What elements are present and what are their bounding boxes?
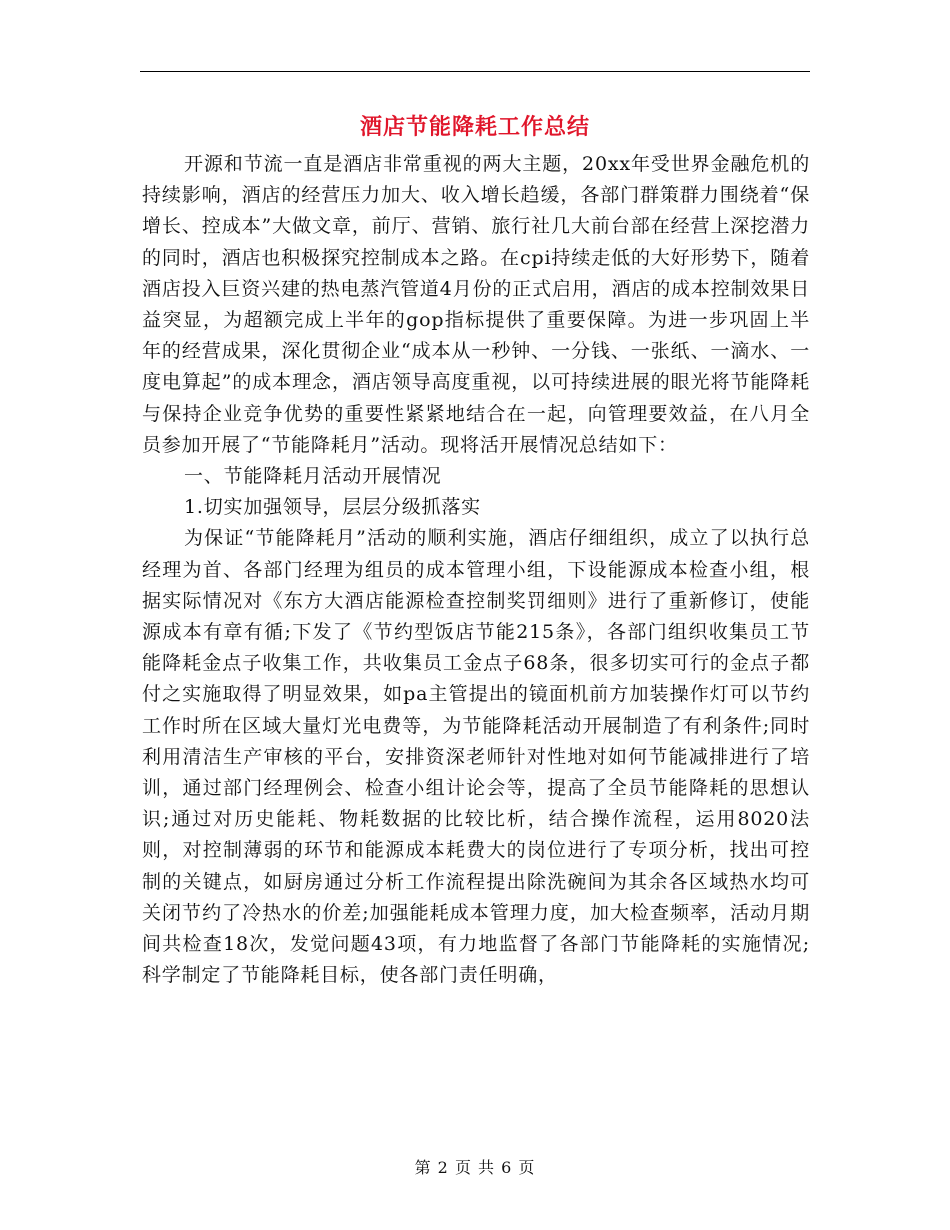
document-title: 酒店节能降耗工作总结 (359, 114, 590, 140)
subsection-heading: 1.切实加强领导，层层分级抓落实 (184, 496, 481, 519)
intro-paragraph: 开源和节流一直是酒店非常重视的两大主题，20xx年受世界金融危机的持续影响，酒店的经营压力加大、收入增长趋缓，各部门群策群力围绕着“保增长、控成本”大做文章，前厅、营销、旅行社几大前台部在经营上深挖潜力的同时，酒店也积极探究控制成本之路。在cpi持续走低的大好形势下，随着酒店投入巨资兴建的热电蒸汽管道4月份的正式启用，酒店的成本控制效果日益突显，为超额完成上半年的gop指标提供了重要保障。为进一步巩固上半年的经营成果，深化贯彻企业“成本从一秒钟、一分钱、一张纸、一滴水、一度电算起”的成本理念，酒店领导高度重视，以可持续进展的眼光将节能降耗与保持企业竞争优势的重要性紧紧地结合在一起，向管理要效益，在八月全员参加开展了“节能降耗月”活动。现将活开展情况总结如下： (142, 153, 810, 456)
document-body (142, 149, 810, 991)
body-paragraph: 为保证“节能降耗月”活动的顺利实施，酒店仔细组织，成立了以执行总经理为首、各部门经理为组员的成本管理小组，下设能源成本检查小组，根据实际情况对《东方大酒店能源检查控制奖罚细则》进行了重新修订，使能源成本有章有循;下发了《节约型饭店节能215条》，各部门组织收集员工节能降耗金点子收集工作，共收集员工金点子68条，很多切实可行的金点子都付之实施取得了明显效果，如pa主管提出的镜面机前方加装操作灯可以节约工作时所在区域大量灯光电费等，为节能降耗活动开展制造了有利条件;同时利用清洁生产审核的平台，安排资深老师针对性地对如何节能减排进行了培训，通过部门经理例会、检查小组计论会等，提高了全员节能降耗的思想认识;通过对历史能耗、物耗数据的比较比析，结合操作流程，运用8020法则，对控制薄弱的环节和能源成本耗费大的岗位进行了专项分析，找出可控制的关键点，如厨房通过分析工作流程提出除洗碗间为其余各区域热水均可关闭节约了冷热水的价差;加强能耗成本管理力度，加大检查频率，活动月期间共检查18次，发觉问题43项，有力地监督了各部门节能降耗的实施情况;科学制定了节能降耗目标，使各部门责任明确， (142, 527, 810, 987)
header-rule (140, 71, 810, 72)
page-footer: 第 2 页 共 6 页 (414, 1158, 536, 1177)
section-heading: 一、节能降耗月活动开展情况 (184, 465, 442, 488)
